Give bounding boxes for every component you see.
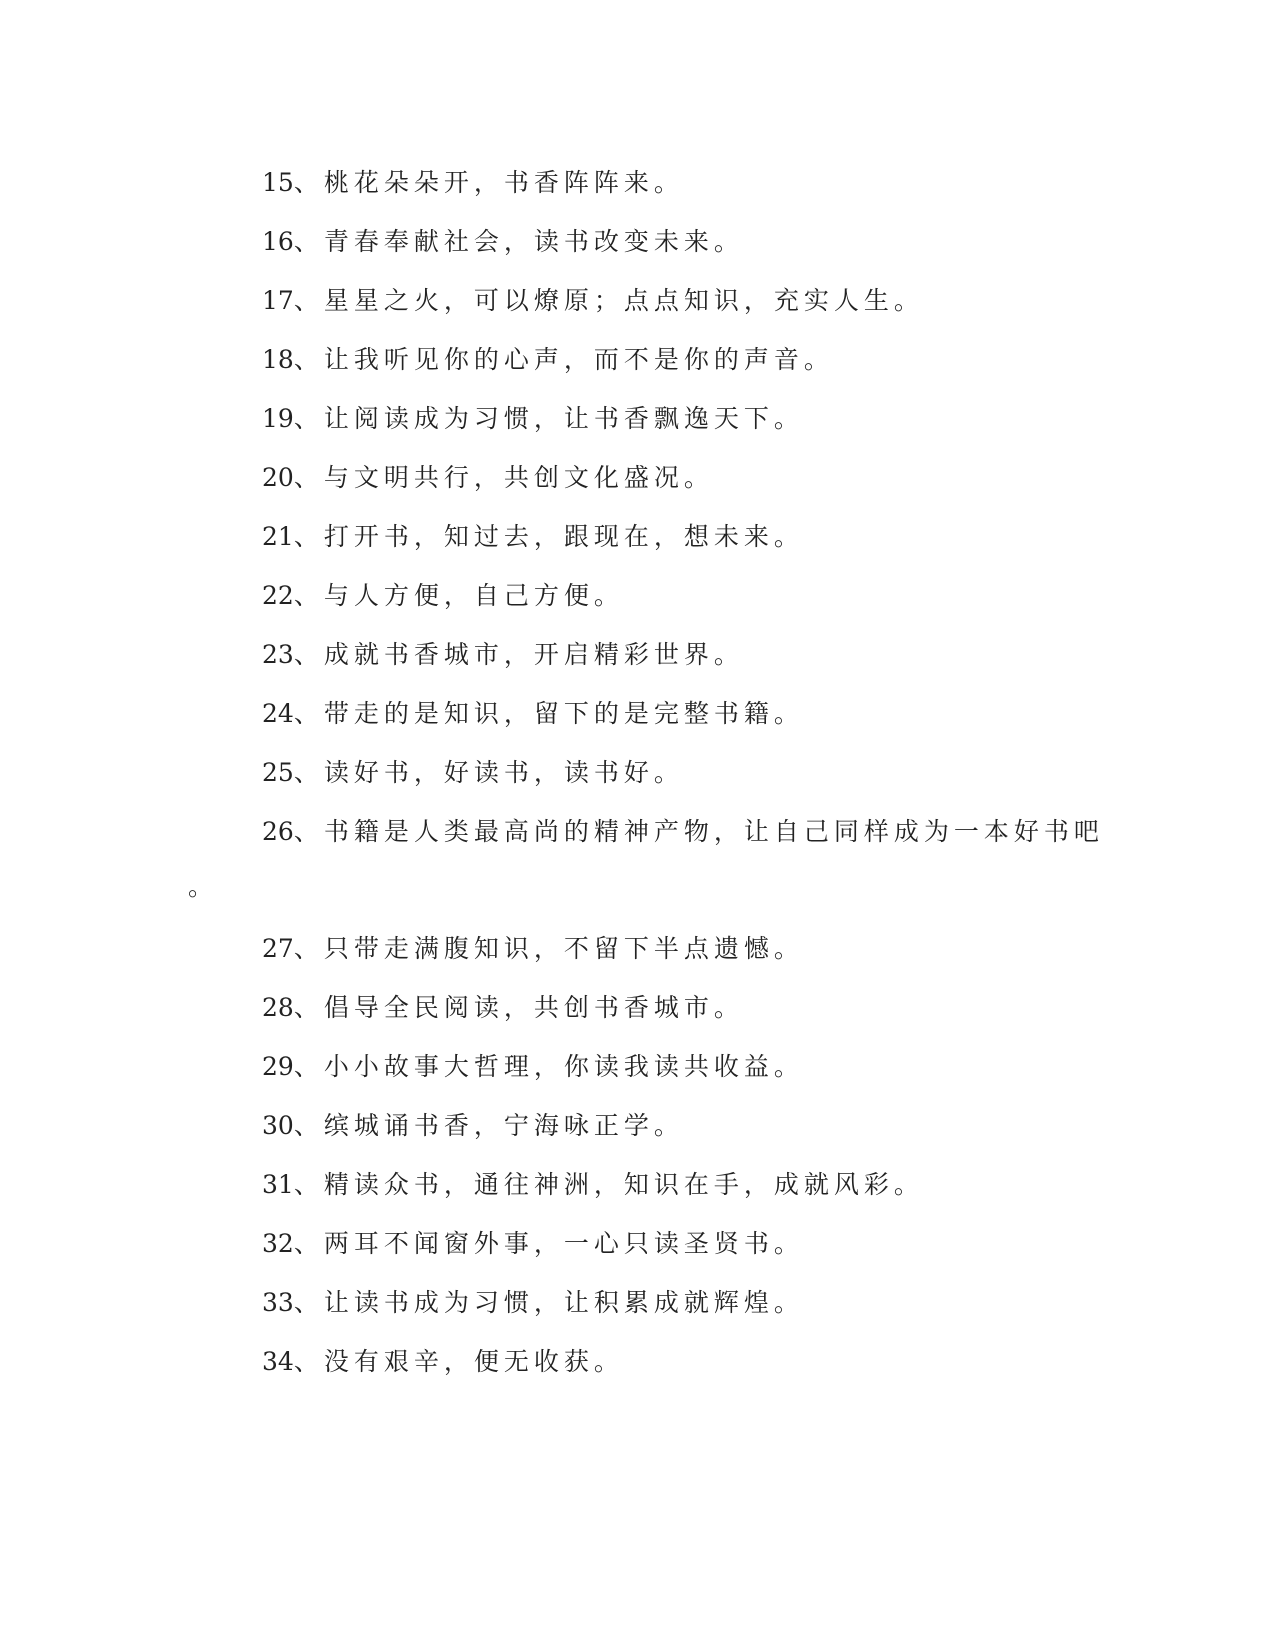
list-item: [262, 816, 1104, 848]
list-item: [262, 521, 804, 553]
item-number: 26: [262, 817, 294, 846]
list-item: [262, 226, 744, 258]
item-text: 、与人方便，自己方便。: [293, 581, 624, 610]
item-number: 28: [262, 993, 294, 1022]
item-number: 20: [262, 463, 294, 492]
list-item: [262, 344, 834, 376]
item-text: 、倡导全民阅读，共创书香城市。: [293, 993, 744, 1022]
list-item: [262, 933, 804, 965]
item-text: 、缤城诵书香，宁海咏正学。: [293, 1111, 684, 1140]
item-continuation: 。: [188, 872, 214, 901]
list-item: [262, 1110, 684, 1142]
list-item: [262, 1228, 804, 1260]
item-number: 27: [262, 934, 294, 963]
item-number: 21: [262, 522, 294, 551]
item-text: 、读好书，好读书，读书好。: [293, 758, 684, 787]
item-text: 、精读众书，通往神洲，知识在手，成就风彩。: [293, 1170, 924, 1199]
list-item: [262, 992, 744, 1024]
list-item: [262, 1287, 804, 1319]
item-number: 24: [262, 699, 294, 728]
list-item: [262, 462, 714, 494]
item-text: 、桃花朵朵开，书香阵阵来。: [293, 168, 684, 197]
list-item: [262, 639, 744, 671]
item-number: 32: [262, 1229, 294, 1258]
list-item: [262, 698, 804, 730]
list-item: [262, 757, 684, 789]
item-text: 、没有艰辛，便无收获。: [293, 1347, 624, 1376]
item-number: 15: [262, 168, 294, 197]
item-number: 19: [262, 404, 294, 433]
item-number: 30: [262, 1111, 294, 1140]
item-text: 、星星之火，可以燎原；点点知识，充实人生。: [293, 286, 924, 315]
item-number: 23: [262, 640, 294, 669]
item-text: 、带走的是知识，留下的是完整书籍。: [293, 699, 804, 728]
list-item: [262, 1346, 624, 1378]
item-text: 、与文明共行，共创文化盛况。: [293, 463, 714, 492]
list-item: [262, 285, 924, 317]
item-text: 、青春奉献社会，读书改变未来。: [293, 227, 744, 256]
item-text: 、让读书成为习惯，让积累成就辉煌。: [293, 1288, 804, 1317]
list-item: [262, 1169, 924, 1201]
item-text: 、成就书香城市，开启精彩世界。: [293, 640, 744, 669]
item-text: 、打开书，知过去，跟现在，想未来。: [293, 522, 804, 551]
item-text: 、只带走满腹知识，不留下半点遗憾。: [293, 934, 804, 963]
item-number: 17: [262, 286, 294, 315]
item-number: 18: [262, 345, 294, 374]
item-number: 22: [262, 581, 294, 610]
list-item: [262, 403, 804, 435]
item-number: 31: [262, 1170, 294, 1199]
item-text: 、让阅读成为习惯，让书香飘逸天下。: [293, 404, 804, 433]
item-text: 、小小故事大哲理，你读我读共收益。: [293, 1052, 804, 1081]
item-text: 、书籍是人类最高尚的精神产物，让自己同样成为一本好书吧: [293, 817, 1104, 846]
item-number: 16: [262, 227, 294, 256]
item-number: 29: [262, 1052, 294, 1081]
list-item: [262, 580, 624, 612]
item-number: 33: [262, 1288, 294, 1317]
list-item: [262, 167, 684, 199]
item-text: 、两耳不闻窗外事，一心只读圣贤书。: [293, 1229, 804, 1258]
item-number: 34: [262, 1347, 294, 1376]
list-item: [262, 1051, 804, 1083]
item-text: 、让我听见你的心声，而不是你的声音。: [293, 345, 834, 374]
item-number: 25: [262, 758, 294, 787]
